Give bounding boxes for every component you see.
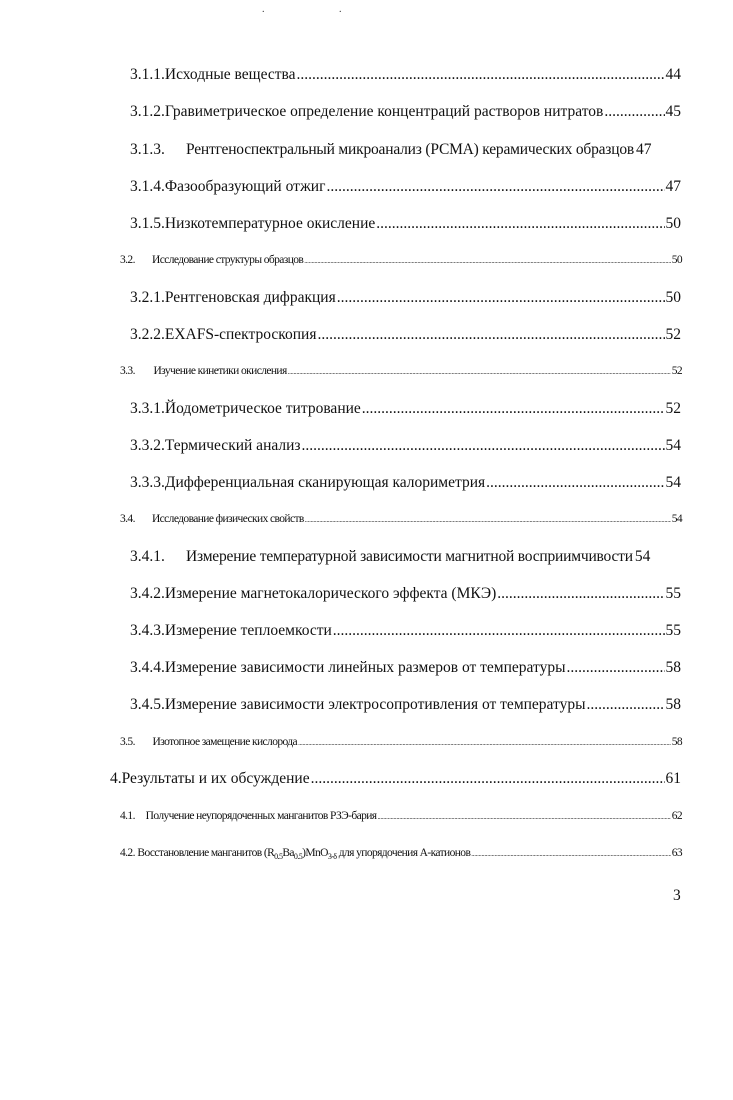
toc-entry-title: Измерение температурной зависимости магнитной восприимчивости [186,548,633,565]
toc-leader-dots [587,696,665,714]
toc-entry-page: 54 [665,474,681,491]
toc-leader-dots [298,736,671,748]
toc-leader-dots [377,810,670,822]
toc-section-entry[interactable] [120,810,682,822]
toc-entry[interactable] [130,474,681,492]
title-text-after: для упорядочения А-катионов [336,847,471,859]
toc-section-entry[interactable] [120,365,682,377]
toc-leader-dots [337,289,665,307]
toc-entry[interactable] [130,326,681,344]
toc-entry[interactable] [130,548,681,566]
toc-leader-dots [497,585,664,603]
toc-entry[interactable] [130,400,681,418]
toc-entry[interactable] [130,437,681,455]
toc-entry[interactable] [130,178,681,196]
subscript-o: 3-δ [327,852,337,861]
toc-entry-number: 3.4.4. [130,659,165,676]
toc-leader-dots [362,400,665,418]
toc-leader-dots [326,178,664,196]
toc-entry-number: 3.1.5. [130,215,165,232]
toc-entry-page: 62 [671,810,682,822]
toc-entry[interactable] [130,696,681,714]
toc-entry-number: 3.3. [120,365,135,377]
toc-section-entry[interactable] [120,254,682,266]
toc-leader-dots [486,474,664,492]
toc-chapter-entry[interactable] [110,770,681,788]
toc-entry-page: 47 [665,178,681,195]
toc-entry-page: 52 [671,365,682,377]
toc-entry-page: 44 [665,66,681,83]
toc-entry-number: 3.3.2. [130,437,165,454]
toc-entry-title: Измерение теплоемкости [164,622,332,639]
toc-entry-title [137,847,470,861]
toc-entry-page: 52 [665,400,681,417]
toc-entry-title: Исходные вещества [164,66,296,83]
toc-entry-page: 55 [665,585,681,602]
toc-entry-title: Получение неупорядоченных манганитов РЗЭ-бария [145,810,377,822]
toc-entry-number: 3.5. [120,736,135,748]
title-text-mno: )MnO [302,847,328,859]
toc-entry-title: Фазообразующий отжиг [164,178,326,195]
toc-entry-title: Рентгеноспектральный микроанализ (РСМА) керамических образцов [186,141,634,158]
toc-entry-title: Результаты и их обсуждение [121,770,310,787]
toc-entry-number: 4.2. [120,847,135,859]
toc-section-entry[interactable] [120,513,682,525]
toc-leader-dots [304,254,670,266]
toc-entry-title: EXAFS-спектроскопия [164,326,317,343]
toc-leader-dots [302,437,665,455]
toc-entry-number: 3.1.3. [130,141,165,158]
toc-entry-title: Изотопное замещение кислорода [152,736,298,748]
toc-entry-number: 3.4.5. [130,696,165,713]
toc-entry-page: 58 [665,696,681,713]
toc-entry-number: 3.4.2. [130,585,165,602]
toc-leader-dots [311,770,665,788]
toc-entry[interactable] [130,66,681,84]
toc-entry-page: 55 [665,622,681,639]
scan-artifact-mark: . . [262,4,378,15]
toc-entry-title: Дифференциальная сканирующая калориметрия [164,474,486,491]
subscript-ba: 0.5 [293,852,303,861]
toc-entry[interactable] [130,622,681,640]
toc-entry-number: 3.1.1. [130,66,165,83]
toc-leader-dots [288,365,671,377]
toc-leader-dots [305,513,671,525]
toc-section-entry[interactable] [120,736,682,748]
toc-entry-page: 58 [671,736,682,748]
toc-leader-dots [333,622,665,640]
toc-entry-number: 3.4.1. [130,548,165,565]
toc-entry-number: 3.4. [120,513,135,525]
toc-entry-page: 47 [636,141,652,158]
toc-entry-title: Низкотемпературное окисление [164,215,376,232]
toc-entry-page: 50 [665,289,681,306]
toc-entry-page: 54 [634,548,651,565]
toc-entry-page: 52 [665,326,681,343]
toc-leader-dots [471,847,670,859]
toc-entry-page: 54 [671,513,682,525]
toc-entry[interactable] [130,215,681,233]
toc-entry[interactable] [130,289,681,307]
title-text-before: Восстановление манганитов (R [137,847,275,859]
toc-entry-number: 4.1. [120,810,135,822]
toc-entry-title: Термический анализ [164,437,301,454]
toc-entry-number: 3.2.2. [130,326,165,343]
toc-entry[interactable] [130,103,681,121]
toc-entry-page: 63 [671,847,682,859]
toc-leader-dots [317,326,664,344]
toc-entry-number: 3.3.1. [130,400,165,417]
toc-entry-title: Измерение зависимости линейных размеров от температуры [164,659,566,676]
toc-entry-page: 50 [671,254,682,266]
toc-entry-title: Изучение кинетики окисления [153,365,287,377]
toc-entry-title: Рентгеновская дифракция [164,289,336,306]
toc-entry[interactable] [130,659,681,677]
toc-entry-title: Измерение зависимости электросопротивления от температуры [164,696,586,713]
toc-leader-dots [297,66,665,84]
toc-leader-dots [566,659,664,677]
toc-section-entry[interactable] [120,847,682,861]
toc-entry-title: Йодометрическое титрование [164,400,361,417]
toc-entry-page: 61 [665,770,681,787]
toc-entry-number: 3.4.3. [130,622,165,639]
toc-entry-page: 58 [665,659,681,676]
toc-entry-number: 3.3.3. [130,474,165,491]
toc-entry-number: 3.1.2. [130,103,165,120]
page-number: 3 [673,887,681,904]
toc-leader-dots [376,215,664,233]
toc-entry-title: Исследование физических свойств [151,513,304,525]
toc-entry-number: 3.2.1. [130,289,165,306]
toc-entry-number: 3.2. [120,254,135,266]
toc-entry[interactable] [130,585,681,603]
toc-entry-page: 45 [665,103,681,120]
toc-leader-dots [604,103,664,121]
toc-entry-title: Исследование структуры образцов [152,254,304,266]
toc-entry-title: Измерение магнетокалорического эффекта (МКЭ) [164,585,497,602]
toc-entry-number: 4. [110,770,122,787]
toc-entry-page: 50 [665,215,681,232]
title-text-ba: Ba [282,847,294,859]
toc-entry-number: 3.1.4. [130,178,165,195]
toc-entry-title: Гравиметрическое определение концентраций растворов нитратов [164,103,604,120]
toc-entry[interactable] [130,141,681,159]
toc-entry-page: 54 [665,437,681,454]
subscript-r: 0.5 [274,852,283,861]
